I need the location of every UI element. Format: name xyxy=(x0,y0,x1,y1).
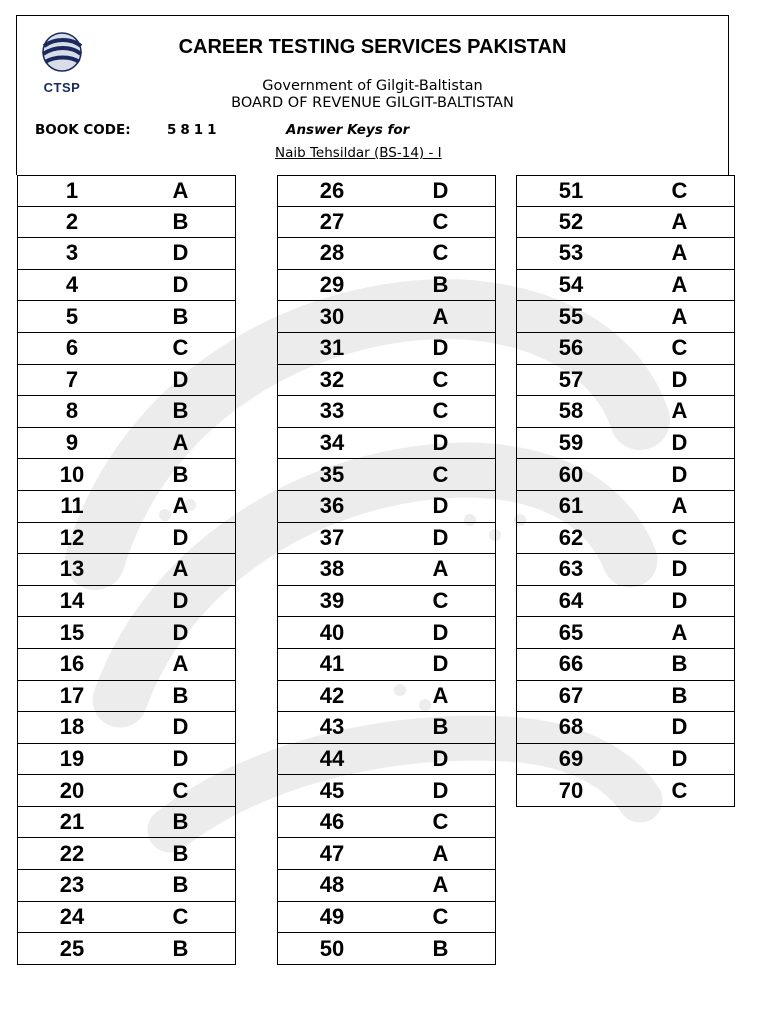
answer-row xyxy=(277,175,496,207)
answer-row xyxy=(277,681,496,713)
answer-row xyxy=(277,617,496,649)
answer-row xyxy=(277,902,496,934)
question-number: 60 xyxy=(558,461,584,487)
answer-row xyxy=(516,333,735,365)
answer-key: A xyxy=(671,240,688,266)
answer-row xyxy=(17,807,236,839)
question-number: 44 xyxy=(319,745,345,771)
answer-key: C xyxy=(671,777,688,803)
question-number: 37 xyxy=(319,524,345,550)
answer-key: A xyxy=(671,208,688,234)
question-number: 35 xyxy=(319,461,345,487)
question-number: 57 xyxy=(558,366,584,392)
answer-row xyxy=(277,744,496,776)
answer-row xyxy=(516,554,735,586)
answer-row xyxy=(17,175,236,207)
answer-key: C xyxy=(671,335,688,361)
answer-key: B xyxy=(432,714,449,740)
answer-key: B xyxy=(172,461,189,487)
answer-row xyxy=(516,712,735,744)
question-number: 18 xyxy=(59,714,85,740)
answer-key: A xyxy=(671,272,688,298)
question-number: 11 xyxy=(60,493,84,519)
answer-key: D xyxy=(432,177,449,203)
answer-row xyxy=(516,207,735,239)
answer-key: D xyxy=(172,588,189,614)
answer-row xyxy=(516,617,735,649)
answer-key: C xyxy=(432,588,449,614)
answer-key: C xyxy=(432,240,449,266)
answer-row xyxy=(17,933,236,965)
answer-row xyxy=(277,333,496,365)
answer-row xyxy=(516,744,735,776)
answer-key: B xyxy=(172,208,189,234)
answer-key: D xyxy=(671,714,688,740)
answer-row xyxy=(17,459,236,491)
answer-key: A xyxy=(172,430,189,456)
answer-row xyxy=(277,775,496,807)
answer-row xyxy=(17,586,236,618)
question-number: 64 xyxy=(558,588,584,614)
question-number: 66 xyxy=(558,651,584,677)
question-number: 51 xyxy=(558,177,584,203)
question-number: 40 xyxy=(319,619,345,645)
answer-row xyxy=(516,491,735,523)
answer-key: D xyxy=(671,366,688,392)
answer-key: C xyxy=(172,335,189,361)
answer-keys-label: Answer Keys for xyxy=(286,122,410,138)
question-number: 23 xyxy=(59,872,85,898)
answer-row xyxy=(17,775,236,807)
question-number: 6 xyxy=(65,335,79,361)
government-subtitle: Government of Gilgit-Baltistan xyxy=(262,78,483,94)
page-title: CAREER TESTING SERVICES PAKISTAN xyxy=(178,36,567,58)
answer-row xyxy=(17,523,236,555)
answer-key: A xyxy=(432,682,449,708)
answer-row xyxy=(516,238,735,270)
question-number: 22 xyxy=(59,840,85,866)
answer-row xyxy=(516,301,735,333)
answer-key: A xyxy=(432,872,449,898)
question-number: 20 xyxy=(59,777,85,803)
question-number: 59 xyxy=(558,430,584,456)
answer-key: C xyxy=(172,777,189,803)
answer-key: B xyxy=(172,398,189,424)
question-number: 12 xyxy=(59,524,85,550)
answer-row xyxy=(516,396,735,428)
answer-row xyxy=(17,365,236,397)
question-number: 52 xyxy=(558,208,584,234)
answer-key: A xyxy=(172,493,189,519)
question-number: 33 xyxy=(319,398,345,424)
question-number: 49 xyxy=(319,903,345,929)
question-number: 9 xyxy=(65,430,79,456)
question-number: 47 xyxy=(319,840,345,866)
question-number: 1 xyxy=(65,177,79,203)
book-code-label: BOOK CODE: xyxy=(35,122,131,138)
answer-key: D xyxy=(432,745,449,771)
question-number: 28 xyxy=(319,240,345,266)
answer-key: C xyxy=(432,208,449,234)
answer-row xyxy=(17,491,236,523)
question-number: 13 xyxy=(59,556,85,582)
answer-key: B xyxy=(172,935,189,961)
question-number: 5 xyxy=(65,303,79,329)
answer-key: D xyxy=(671,588,688,614)
answer-row xyxy=(277,396,496,428)
question-number: 45 xyxy=(319,777,345,803)
answer-key: A xyxy=(172,177,189,203)
answer-row xyxy=(17,333,236,365)
answer-key: B xyxy=(172,809,189,835)
answer-row xyxy=(277,459,496,491)
answer-row xyxy=(516,586,735,618)
answer-row xyxy=(17,238,236,270)
header-panel xyxy=(16,15,729,175)
answer-row xyxy=(17,712,236,744)
answer-key: B xyxy=(172,303,189,329)
answer-key: A xyxy=(671,398,688,424)
answer-key: A xyxy=(671,303,688,329)
answer-row xyxy=(516,270,735,302)
answer-key: B xyxy=(671,651,688,677)
answer-key: C xyxy=(432,903,449,929)
question-number: 50 xyxy=(319,935,345,961)
answer-key: C xyxy=(172,903,189,929)
question-number: 26 xyxy=(319,177,345,203)
answer-column-2 xyxy=(277,175,496,965)
answer-row xyxy=(277,428,496,460)
question-number: 31 xyxy=(319,335,345,361)
answer-row xyxy=(17,617,236,649)
answer-key: D xyxy=(671,556,688,582)
answer-row xyxy=(277,870,496,902)
answer-key: A xyxy=(671,619,688,645)
question-number: 29 xyxy=(319,272,345,298)
answer-key: B xyxy=(432,272,449,298)
question-number: 32 xyxy=(319,366,345,392)
answer-row xyxy=(277,238,496,270)
answer-row xyxy=(277,649,496,681)
answer-row xyxy=(17,649,236,681)
answer-row xyxy=(516,775,735,807)
question-number: 42 xyxy=(319,682,345,708)
answer-row xyxy=(516,649,735,681)
answer-row xyxy=(277,270,496,302)
answer-key: B xyxy=(172,872,189,898)
answer-key: C xyxy=(432,809,449,835)
answer-row xyxy=(277,365,496,397)
answer-key: A xyxy=(172,556,189,582)
answer-key: A xyxy=(671,493,688,519)
logo-text: CTSP xyxy=(43,80,81,95)
question-number: 3 xyxy=(65,240,79,266)
question-number: 30 xyxy=(319,303,345,329)
question-number: 38 xyxy=(319,556,345,582)
answer-row xyxy=(17,902,236,934)
answer-row xyxy=(277,523,496,555)
answer-key: D xyxy=(172,240,189,266)
answer-row xyxy=(516,428,735,460)
question-number: 55 xyxy=(558,303,584,329)
answer-key: B xyxy=(671,682,688,708)
answer-key: C xyxy=(671,177,688,203)
answer-row xyxy=(516,175,735,207)
answer-column-1 xyxy=(17,175,236,965)
answer-key: A xyxy=(432,556,449,582)
question-number: 8 xyxy=(65,398,79,424)
answer-row xyxy=(277,933,496,965)
question-number: 19 xyxy=(59,745,85,771)
answer-key: C xyxy=(671,524,688,550)
answer-row xyxy=(516,365,735,397)
question-number: 10 xyxy=(59,461,85,487)
answer-row xyxy=(17,396,236,428)
board-subtitle: BOARD OF REVENUE GILGIT-BALTISTAN xyxy=(231,95,514,111)
answer-row xyxy=(17,554,236,586)
question-number: 63 xyxy=(558,556,584,582)
question-number: 43 xyxy=(319,714,345,740)
answer-row xyxy=(516,459,735,491)
question-number: 62 xyxy=(558,524,584,550)
question-number: 56 xyxy=(558,335,584,361)
answer-key: D xyxy=(172,524,189,550)
answer-key: D xyxy=(671,461,688,487)
book-code-value: 5811 xyxy=(167,122,221,138)
question-number: 70 xyxy=(558,777,584,803)
answer-row xyxy=(17,744,236,776)
answer-row xyxy=(277,712,496,744)
answer-row xyxy=(277,207,496,239)
question-number: 16 xyxy=(59,651,85,677)
question-number: 25 xyxy=(59,935,85,961)
question-number: 46 xyxy=(319,809,345,835)
answer-row xyxy=(277,491,496,523)
question-number: 53 xyxy=(558,240,584,266)
answer-column-3 xyxy=(516,175,735,807)
answer-key: B xyxy=(172,682,189,708)
answer-row xyxy=(516,523,735,555)
answer-key: D xyxy=(432,524,449,550)
answer-row xyxy=(17,838,236,870)
question-number: 68 xyxy=(558,714,584,740)
question-number: 14 xyxy=(59,588,85,614)
question-number: 69 xyxy=(558,745,584,771)
answer-key: D xyxy=(432,335,449,361)
answer-key: D xyxy=(172,745,189,771)
question-number: 27 xyxy=(319,208,345,234)
question-number: 15 xyxy=(59,619,85,645)
answer-row xyxy=(17,207,236,239)
question-number: 24 xyxy=(59,903,85,929)
answer-key: A xyxy=(432,303,449,329)
answer-key: A xyxy=(432,840,449,866)
answer-key: C xyxy=(432,461,449,487)
question-number: 39 xyxy=(319,588,345,614)
answer-key: D xyxy=(432,777,449,803)
question-number: 21 xyxy=(59,809,85,835)
question-number: 61 xyxy=(558,493,584,519)
question-number: 48 xyxy=(319,872,345,898)
question-number: 36 xyxy=(319,493,345,519)
answer-key: B xyxy=(172,840,189,866)
answer-key: D xyxy=(172,714,189,740)
answer-key: D xyxy=(172,272,189,298)
answer-key: D xyxy=(671,430,688,456)
answer-key: D xyxy=(172,619,189,645)
question-number: 17 xyxy=(59,682,85,708)
answer-key: D xyxy=(432,651,449,677)
question-number: 4 xyxy=(65,272,79,298)
answer-row xyxy=(277,301,496,333)
answer-key: C xyxy=(432,398,449,424)
answer-key: A xyxy=(172,651,189,677)
question-number: 41 xyxy=(319,651,345,677)
answer-key: D xyxy=(671,745,688,771)
answer-key: D xyxy=(432,493,449,519)
question-number: 2 xyxy=(65,208,79,234)
answer-row xyxy=(277,586,496,618)
answer-row xyxy=(516,681,735,713)
post-name: Naib Tehsildar (BS-14) - I xyxy=(275,145,442,161)
question-number: 34 xyxy=(319,430,345,456)
answer-key: C xyxy=(432,366,449,392)
answer-row xyxy=(17,681,236,713)
answer-row xyxy=(277,838,496,870)
answer-key: B xyxy=(432,935,449,961)
question-number: 58 xyxy=(558,398,584,424)
question-number: 54 xyxy=(558,272,584,298)
answer-row xyxy=(17,870,236,902)
answer-key: D xyxy=(172,366,189,392)
question-number: 65 xyxy=(558,619,584,645)
answer-row xyxy=(17,428,236,460)
question-number: 67 xyxy=(558,682,584,708)
answer-row xyxy=(277,807,496,839)
answer-key: D xyxy=(432,619,449,645)
answer-row xyxy=(17,301,236,333)
answer-row xyxy=(17,270,236,302)
answer-row xyxy=(277,554,496,586)
answer-key: D xyxy=(432,430,449,456)
question-number: 7 xyxy=(65,366,79,392)
